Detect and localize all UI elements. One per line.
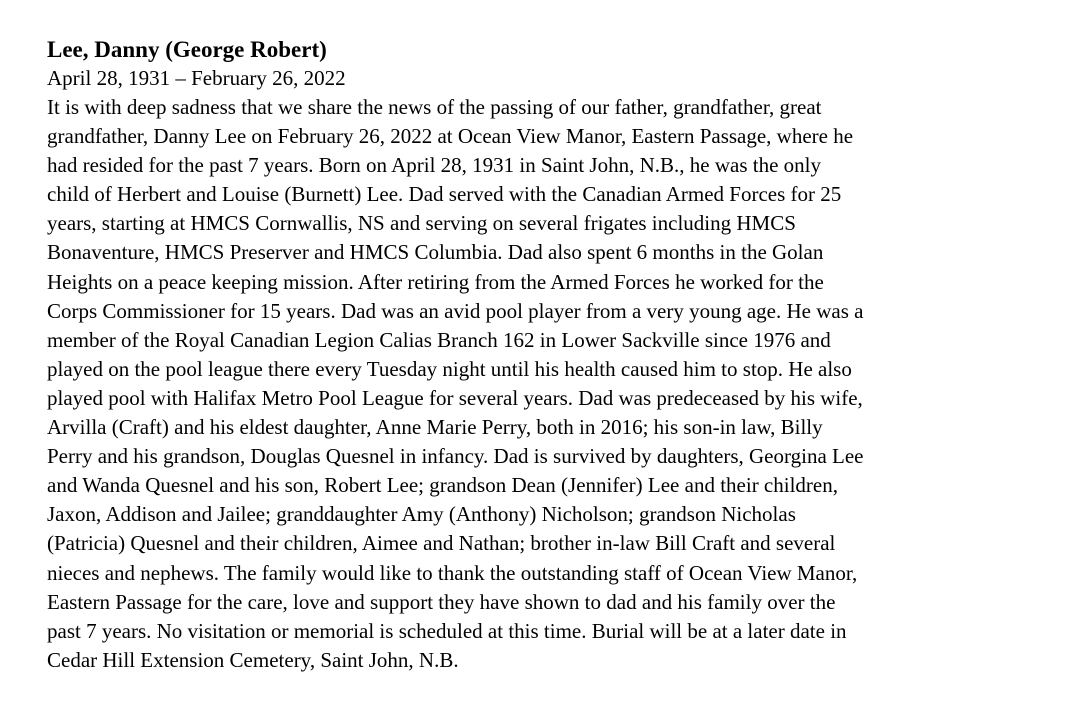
body-line: Heights on a peace keeping mission. After retiring from the Armed Forces he worked for the xyxy=(47,269,824,294)
body-line: Cedar Hill Extension Cemetery, Saint John, N.B. xyxy=(47,647,459,672)
body-line: played on the pool league there every Tuesday night until his health caused him to stop. He also xyxy=(47,356,852,381)
body-line: Corps Commissioner for 15 years. Dad was an avid pool player from a very young age. He was a xyxy=(47,298,864,323)
obituary-name: Lee, Danny (George Robert) xyxy=(47,37,327,62)
body-line: child of Herbert and Louise (Burnett) Lee. Dad served with the Canadian Armed Forces for 25 xyxy=(47,182,842,207)
obituary-dates: April 28, 1931 – February 26, 2022 xyxy=(47,66,346,90)
obituary xyxy=(47,36,1037,675)
obituary-body xyxy=(47,93,1037,675)
body-line: played pool with Halifax Metro Pool League for several years. Dad was predeceased by his wife, xyxy=(47,385,863,410)
body-line: and Wanda Quesnel and his son, Robert Lee; grandson Dean (Jennifer) Lee and their children, xyxy=(47,473,838,498)
body-line: Perry and his grandson, Douglas Quesnel in infancy. Dad is survived by daughters, Georgina Lee xyxy=(47,444,864,469)
body-line: grandfather, Danny Lee on February 26, 2022 at Ocean View Manor, Eastern Passage, where he xyxy=(47,124,854,149)
body-line: Arvilla (Craft) and his eldest daughter, Anne Marie Perry, both in 2016; his son-in law, Billy xyxy=(47,415,823,440)
body-line: It is with deep sadness that we share the news of the passing of our father, grandfather, great xyxy=(47,95,822,119)
body-line: Jaxon, Addison and Jailee; granddaughter Amy (Anthony) Nicholson; grandson Nicholas xyxy=(47,502,796,527)
body-line: Bonaventure, HMCS Preserver and HMCS Columbia. Dad also spent 6 months in the Golan xyxy=(47,240,824,265)
body-line: years, starting at HMCS Cornwallis, NS and serving on several frigates including HMCS xyxy=(47,211,796,236)
body-line: (Patricia) Quesnel and their children, Aimee and Nathan; brother in-law Bill Craft and several xyxy=(47,531,836,556)
body-line: nieces and nephews. The family would like to thank the outstanding staff of Ocean View Manor, xyxy=(47,560,858,585)
body-line: Eastern Passage for the care, love and support they have shown to dad and his family over the xyxy=(47,589,836,614)
body-line: member of the Royal Canadian Legion Calias Branch 162 in Lower Sackville since 1976 and xyxy=(47,327,831,352)
body-line: past 7 years. No visitation or memorial is scheduled at this time. Burial will be at a later date in xyxy=(47,618,847,643)
body-line: had resided for the past 7 years. Born on April 28, 1931 in Saint John, N.B., he was the only xyxy=(47,153,821,178)
